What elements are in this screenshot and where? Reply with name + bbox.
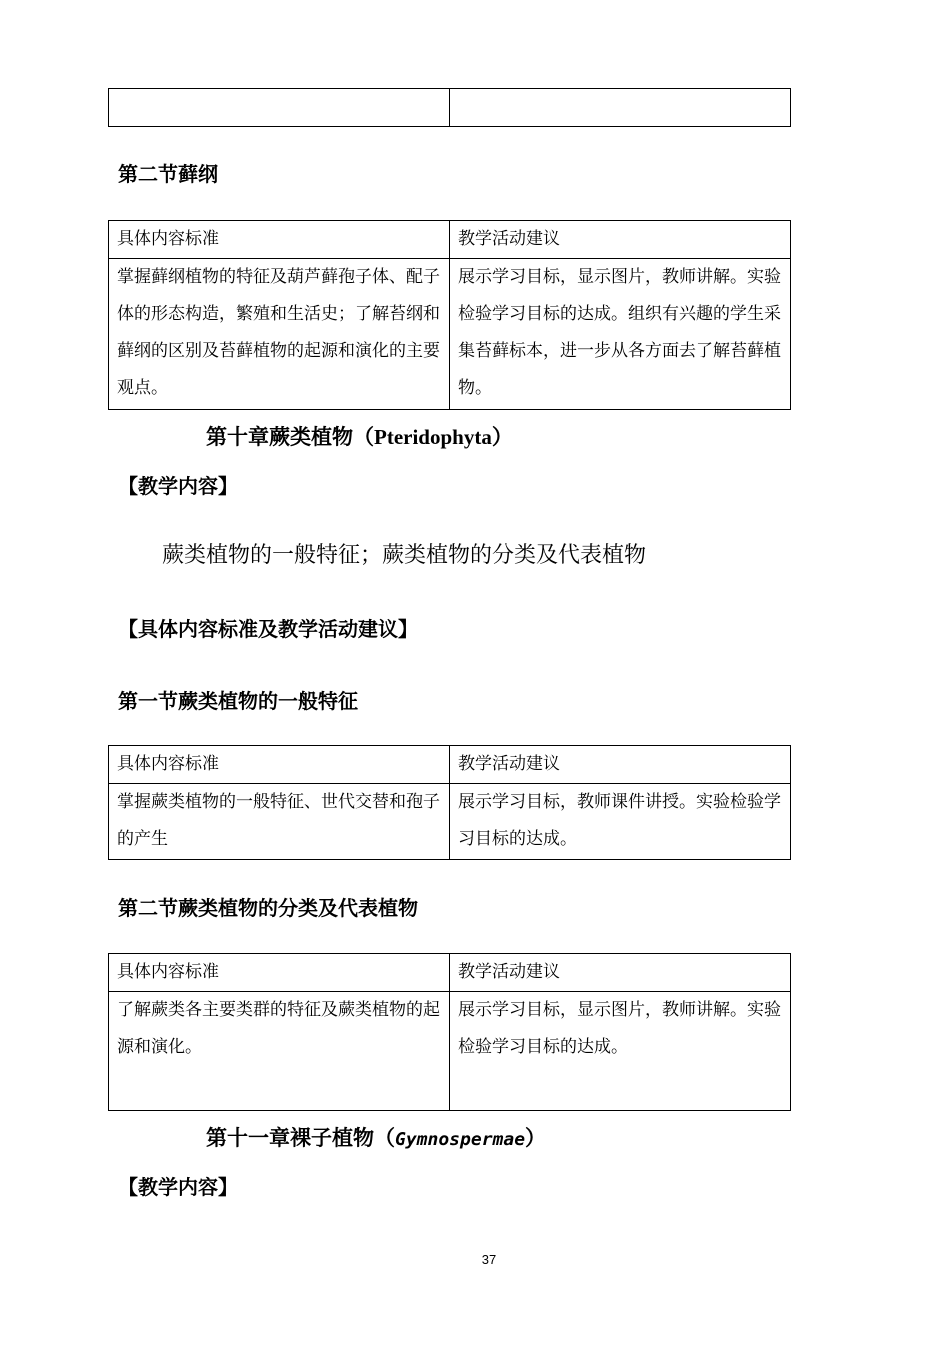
teaching-content-heading: 【教学内容】 — [118, 1175, 238, 1199]
column-header-standard: 具体内容标准 — [109, 954, 450, 992]
content-standard-cell: 掌握藓纲植物的特征及葫芦藓孢子体、配子体的形态构造，繁殖和生活史；了解苔纲和藓纲的区别及苔藓植物的起源和演化的主要观点。 — [109, 259, 450, 410]
column-header-activity: 教学活动建议 — [450, 954, 791, 992]
table-cell — [109, 89, 450, 127]
chapter-latin-name: Pteridophyta — [374, 425, 492, 449]
section-heading-fern-features: 第一节蕨类植物的一般特征 — [118, 689, 358, 713]
continuation-table — [108, 88, 791, 127]
activity-suggestion-cell: 展示学习目标，显示图片，教师讲解。实验检验学习目标的达成。 — [450, 992, 791, 1111]
chapter-title-text: 第十一章裸子植物（ — [206, 1126, 395, 1150]
table-header-row — [109, 221, 791, 259]
fern-features-table — [108, 745, 791, 860]
activity-suggestion-cell: 展示学习目标，教师课件讲授。实验检验学习目标的达成。 — [450, 784, 791, 860]
column-header-standard: 具体内容标准 — [109, 746, 450, 784]
column-header-standard: 具体内容标准 — [109, 221, 450, 259]
table-row — [109, 784, 791, 860]
page-number: 37 — [481, 1252, 497, 1267]
moss-standards-table — [108, 220, 791, 410]
activity-suggestion-cell: 展示学习目标，显示图片，教师讲解。实验检验学习目标的达成。组织有兴趣的学生采集苔藓标本，进一步从各方面去了解苔藓植物。 — [450, 259, 791, 410]
chapter-title-text: 第十章蕨类植物（ — [206, 425, 374, 449]
chapter-title-close: ） — [525, 1126, 547, 1150]
column-header-activity: 教学活动建议 — [450, 221, 791, 259]
table-header-row — [109, 746, 791, 784]
chapter-latin-name: Gymnospermae — [395, 1129, 526, 1150]
content-standard-cell: 掌握蕨类植物的一般特征、世代交替和孢子的产生 — [109, 784, 450, 860]
column-header-activity: 教学活动建议 — [450, 746, 791, 784]
section-heading-fern-classification: 第二节蕨类植物的分类及代表植物 — [118, 896, 418, 920]
chapter-title-close: ） — [491, 425, 513, 449]
standards-heading: 【具体内容标准及教学活动建议】 — [118, 617, 418, 641]
teaching-content-text: 蕨类植物的一般特征；蕨类植物的分类及代表植物 — [162, 543, 647, 568]
table-cell — [450, 89, 791, 127]
section-heading-moss: 第二节藓纲 — [118, 162, 218, 186]
teaching-content-heading: 【教学内容】 — [118, 474, 238, 498]
table-header-row — [109, 954, 791, 992]
content-standard-cell: 了解蕨类各主要类群的特征及蕨类植物的起源和演化。 — [109, 992, 450, 1111]
chapter-11-title — [206, 1124, 546, 1154]
table-row — [109, 992, 791, 1111]
table-row — [109, 259, 791, 410]
fern-classification-table — [108, 953, 791, 1111]
table-row — [109, 89, 791, 127]
chapter-10-title — [206, 423, 513, 451]
